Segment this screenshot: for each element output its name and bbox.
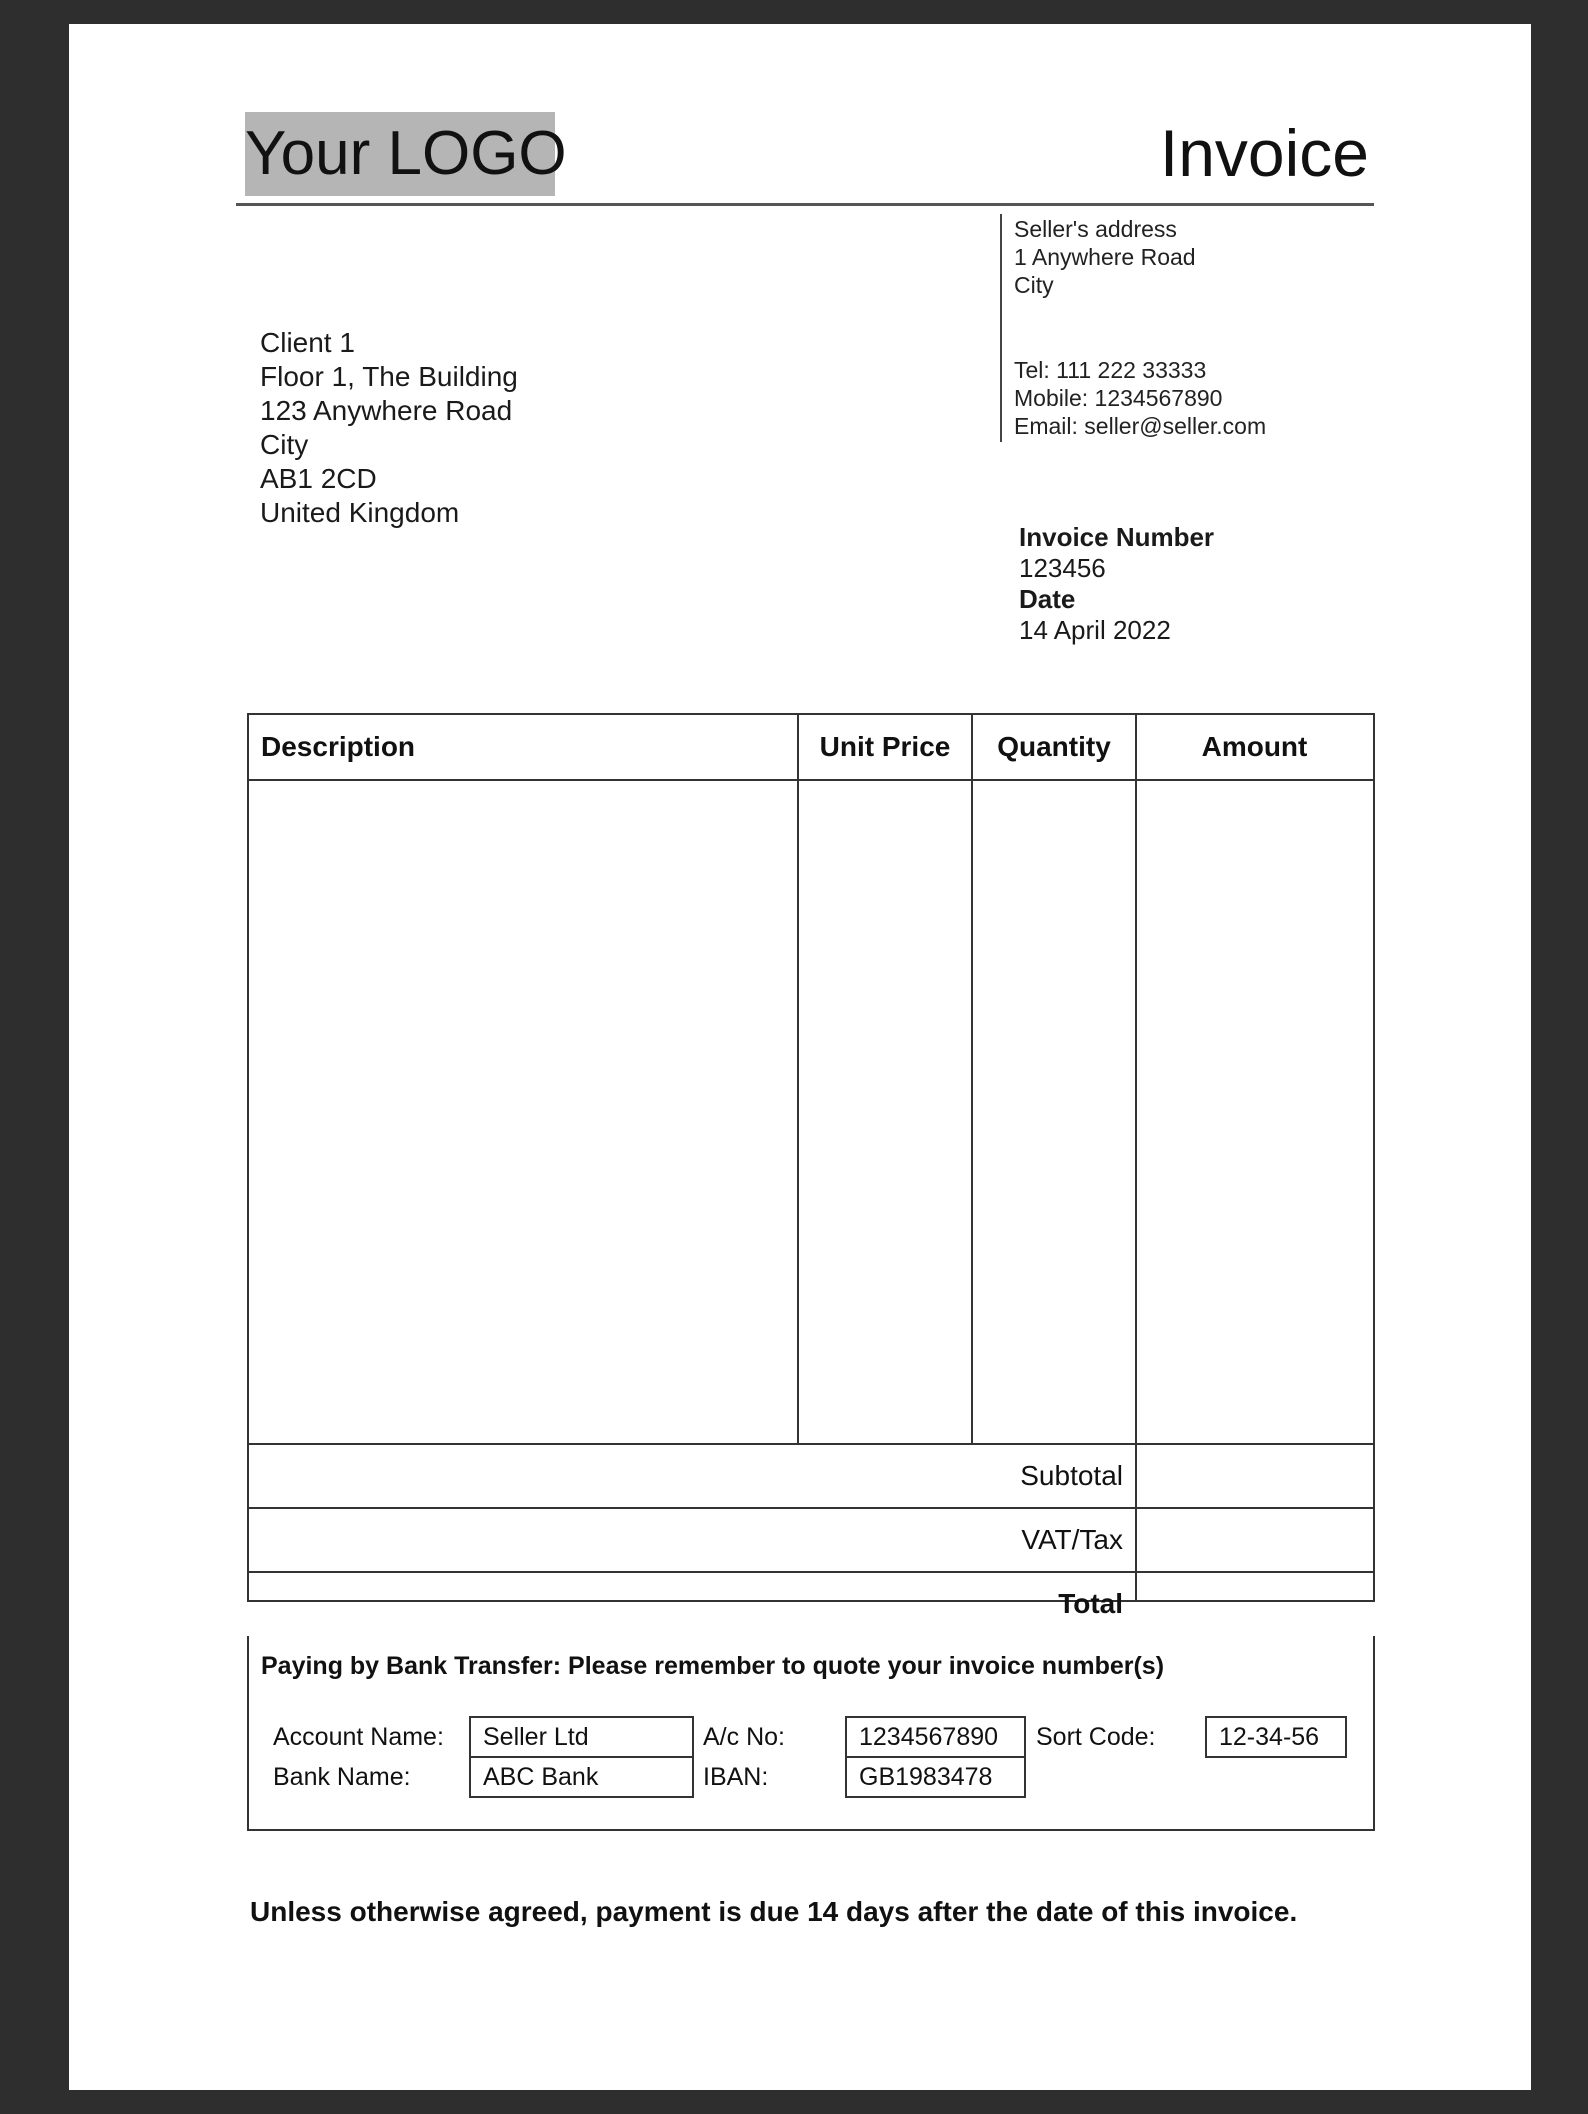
column-header-description: Description: [261, 731, 416, 762]
bank-name-value: ABC Bank: [469, 1756, 694, 1798]
seller-address-line: 1 Anywhere Road: [1014, 244, 1196, 270]
seller-email: Email: seller@seller.com: [1014, 413, 1267, 439]
tax-label: VAT/Tax: [1021, 1524, 1123, 1555]
client-address: [260, 326, 518, 530]
seller-tel: Tel: 111 222 33333: [1014, 357, 1207, 383]
header-divider: [236, 203, 1374, 206]
bank-transfer-section: [247, 1636, 1375, 1831]
seller-divider: [1000, 214, 1002, 442]
bank-name-label: Bank Name:: [273, 1763, 411, 1791]
bank-transfer-title: Paying by Bank Transfer: Please remember to quote your invoice number(s): [261, 1652, 1165, 1680]
invoice-number-label: Invoice Number: [1019, 522, 1215, 552]
seller-address-line: City: [1014, 272, 1054, 298]
column-header-unit-price: Unit Price: [819, 731, 951, 762]
invoice-page: [69, 24, 1531, 2090]
items-table: [247, 713, 1375, 1619]
column-header-amount: Amount: [1201, 731, 1308, 762]
date-value: 14 April 2022: [1019, 615, 1171, 645]
account-number-label: A/c No:: [703, 1723, 785, 1751]
seller-address: [1014, 215, 1196, 299]
subtotal-label: Subtotal: [1020, 1460, 1123, 1491]
invoice-title: Invoice: [1159, 116, 1369, 190]
column-divider: [1135, 715, 1137, 1600]
account-name-label: Account Name:: [273, 1723, 444, 1751]
client-line: AB1 2CD: [260, 463, 377, 494]
client-line: Floor 1, The Building: [260, 361, 518, 392]
date-label: Date: [1019, 584, 1076, 614]
column-divider: [797, 715, 799, 1443]
client-line: City: [260, 429, 309, 460]
sort-code-label: Sort Code:: [1036, 1723, 1156, 1751]
total-label: Total: [1058, 1588, 1123, 1619]
seller-address-line: Seller's address: [1014, 216, 1177, 242]
account-name-value: Seller Ltd: [469, 1716, 694, 1758]
iban-label: IBAN:: [703, 1763, 769, 1791]
column-divider: [971, 715, 973, 1443]
body-bottom-divider: [249, 1443, 1373, 1445]
payment-terms-note: Unless otherwise agreed, payment is due 14 days after the date of this invoice.: [250, 1896, 1298, 1927]
logo-placeholder: Your LOGO: [245, 112, 555, 196]
column-header-quantity: Quantity: [997, 731, 1111, 762]
client-line: Client 1: [260, 327, 355, 358]
subtotal-row-divider: [249, 1507, 1373, 1509]
iban-value: GB1983478: [845, 1756, 1026, 1798]
invoice-meta: [1019, 522, 1214, 646]
invoice-number-value: 123456: [1019, 553, 1106, 583]
seller-mobile: Mobile: 1234567890: [1014, 385, 1223, 411]
sort-code-value: 12-34-56: [1205, 1716, 1347, 1758]
client-line: 123 Anywhere Road: [260, 395, 513, 426]
seller-contact: [1014, 356, 1266, 440]
client-line: United Kingdom: [260, 497, 460, 528]
header-row-divider: [249, 779, 1373, 781]
account-number-value: 1234567890: [845, 1716, 1026, 1758]
tax-row-divider: [249, 1571, 1373, 1573]
